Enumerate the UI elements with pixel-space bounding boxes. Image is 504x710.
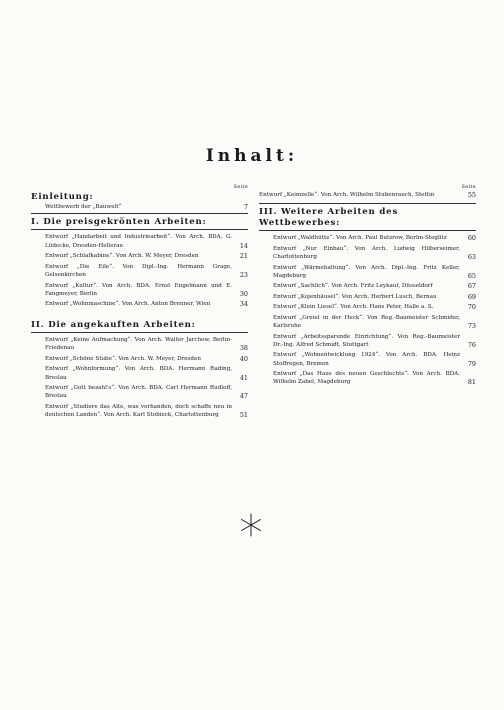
toc-entry[interactable]	[45, 365, 248, 382]
seite-label: Seite	[233, 184, 248, 190]
entry-text: Entwurf „Klein Liesel“. Von Arch. Hans Peter, Halle a. S.	[273, 304, 434, 311]
entry-page: 38	[239, 344, 248, 353]
entry-text: Entwurf „Arbeitssparende Einrichtung“. Von Reg.-Baumeister Dr.-Ing. Alfred Schmidt, Stuttgart	[273, 333, 460, 348]
entry-text: Entwurf „Handarbeit und Industriearbeit“. Von Arch. BDA. G. Lüdecke, Dresden-Hellerau	[45, 234, 232, 249]
entry-page: 41	[239, 373, 248, 382]
toc-entry[interactable]	[45, 263, 248, 280]
section-heading-1: I. Die preisgekrönten Arbeiten:	[31, 216, 207, 227]
entry-text: Entwurf „Die Eile“. Von Dipl.-Ing. Hermann Grage, Gelsenkirchen	[45, 263, 232, 279]
toc-left-column	[31, 183, 248, 422]
entry-page: 14	[239, 241, 248, 250]
entry-text: Entwurf „Kultur“. Von Arch. BDA. Ernst Engelmann und E. Fangmeyer, Berlin	[45, 282, 232, 297]
entry-text: Entwurf „Keimzelle“. Von Arch. Wilhelm Stubenrauch, Stettin	[259, 192, 435, 198]
toc-entry[interactable]	[45, 282, 248, 299]
entry-text: Entwurf „Schöne Stube“. Von Arch. W. Meyer, Dresden	[45, 355, 201, 362]
toc-entry[interactable]	[45, 300, 248, 308]
entry-page: 67	[467, 282, 476, 291]
section-heading-einleitung: Einleitung:	[31, 192, 94, 202]
entry-text: Entwurf „Keine Aufmachung“. Von Arch. Walter Jarchow, Berlin-Friedenau	[45, 337, 232, 352]
seite-label: Seite	[461, 184, 476, 190]
entry-page: 55	[467, 191, 476, 199]
toc-entry[interactable]	[273, 351, 476, 368]
toc-entry[interactable]	[273, 264, 476, 281]
toc-entry[interactable]	[273, 333, 476, 350]
entry-page: 81	[467, 378, 476, 387]
toc-entry[interactable]	[45, 336, 248, 353]
toc-entry[interactable]	[45, 403, 248, 420]
entry-text: Wettbewerb der „Bauwelt“	[45, 203, 122, 210]
section-divider	[259, 230, 476, 231]
entry-page: 21	[239, 252, 248, 261]
section2-entries	[31, 336, 248, 419]
section-divider	[31, 229, 248, 230]
entry-page: 40	[239, 354, 248, 363]
entry-page: 73	[467, 322, 476, 331]
entry-text: Entwurf „Wohnmaschine“. Von Arch. Anton Brenner, Wien	[45, 301, 211, 308]
entry-page: 69	[467, 292, 476, 301]
toc-entry[interactable]	[273, 245, 476, 262]
entry-page: 23	[239, 271, 248, 280]
entry-text: Entwurf „Sachlich“. Von Arch. Fritz Leykauf, Düsseldorf	[273, 283, 433, 290]
entry-text: Entwurf „Studiere das Alte, was vorhanden, doch schaffe neu in deutschen Landen“. Von Arch. Karl Stobieck, Charlottenburg	[45, 403, 232, 419]
entry-page: 79	[467, 359, 476, 368]
page-title: Inhalt:	[205, 146, 299, 166]
section-divider	[31, 332, 248, 333]
section-heading-3: III. Weitere Arbeiten des Wettbewerbes:	[259, 207, 399, 228]
toc-entry[interactable]	[273, 293, 476, 301]
entry-text: Entwurf „Nur Einbau“. Von Arch. Ludwig Hilberseimer, Charlottenburg	[273, 245, 460, 261]
entry-page: 70	[467, 303, 476, 312]
entry-page: 34	[239, 300, 248, 309]
section1-entries	[31, 233, 248, 308]
entry-page: 30	[239, 289, 248, 298]
section-divider	[31, 213, 248, 214]
entry-text: Entwurf „Waldhütte“. Von Arch. Paul Butzrow, Berlin-Steglitz	[273, 235, 447, 242]
asterisk-ornament-icon	[239, 513, 263, 537]
entry-text: Entwurf „Wärmehaltung“. Von Arch. Dipl.-Ing. Fritz Keller, Magdeburg	[273, 264, 460, 279]
entry-text: Entwurf „Wohnentwicklung 1924“. Von Arch. BDA. Heinz Stoffregen, Bremen	[273, 352, 460, 367]
toc-entry[interactable]	[45, 384, 248, 401]
toc-entry[interactable]	[45, 233, 248, 250]
entry-page: 76	[467, 340, 476, 349]
toc-entry[interactable]	[259, 191, 476, 199]
section-heading-2: II. Die angekauften Arbeiten:	[31, 319, 196, 330]
entry-page: 51	[239, 411, 248, 420]
toc-entry[interactable]	[273, 234, 476, 242]
entry-page: 65	[467, 271, 476, 280]
entry-page: 7	[243, 202, 248, 211]
toc-entry[interactable]	[45, 203, 248, 211]
entry-page: 47	[239, 392, 248, 401]
entry-text: Entwurf „Schlafkabine“. Von Arch. W. Meyer, Dresden	[45, 253, 199, 260]
entry-text: Entwurf „Das Haus des neuen Geschlechts“. Von Arch. BDA. Wilhelm Zabel, Magdeburg	[273, 371, 460, 386]
toc-entry[interactable]	[45, 252, 248, 260]
entry-text: Entwurf „Greiel in der Heck“. Von Reg.-Baumeister Schmider, Karlsruhe	[273, 314, 460, 330]
toc-entry[interactable]	[45, 355, 248, 363]
toc-entry[interactable]	[273, 282, 476, 290]
toc-entry[interactable]	[273, 370, 476, 387]
section3-entries	[259, 234, 476, 386]
einleitung-entries	[31, 203, 248, 211]
entry-text: Entwurf „Gott bezahl's“. Von Arch. BDA. Carl Hermann Rudloff, Breslau	[45, 385, 232, 400]
toc-entry[interactable]	[273, 314, 476, 331]
entry-page: 60	[467, 234, 476, 243]
entry-page: 63	[467, 253, 476, 262]
section-divider	[259, 203, 476, 204]
entry-text: Entwurf „Kojenhäusel“. Von Arch. Herbert Lusch, Bernau	[273, 293, 437, 300]
entry-text: Entwurf „Wohnformung“. Von Arch. BDA. Hermann Rading, Breslau	[45, 366, 232, 381]
toc-entry[interactable]	[273, 303, 476, 311]
toc-right-column	[259, 183, 476, 389]
